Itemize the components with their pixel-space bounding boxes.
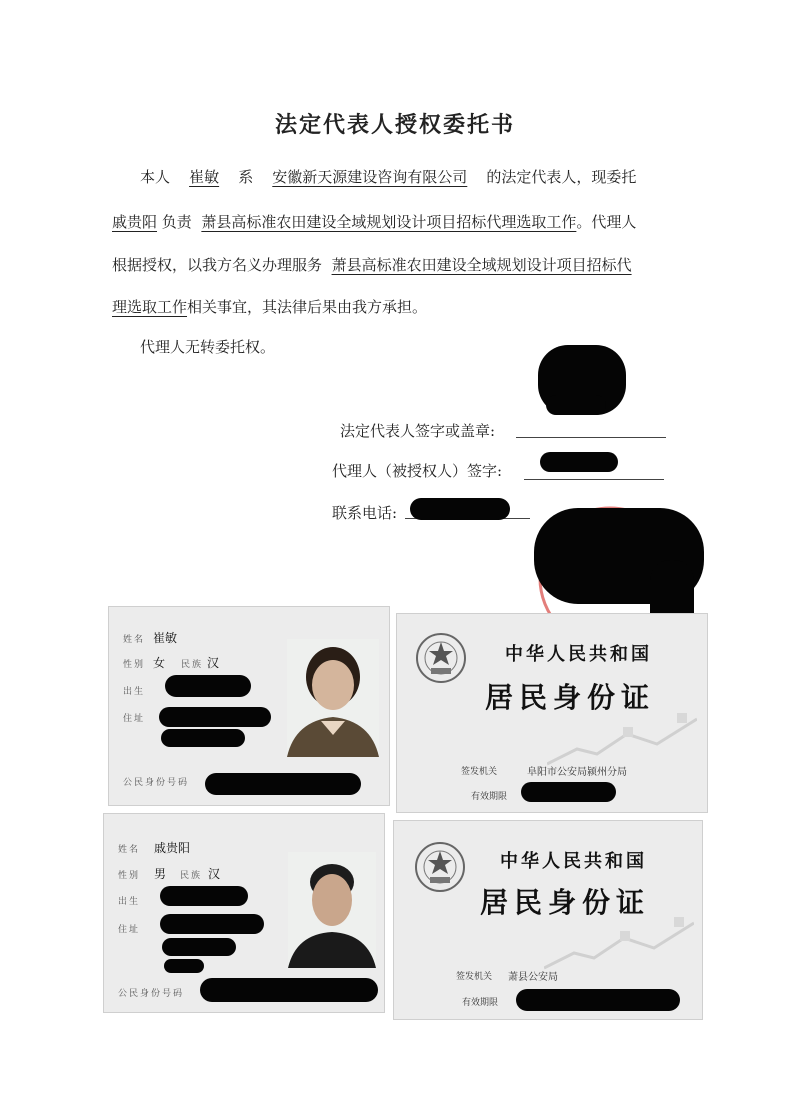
paragraph-line-2 — [112, 205, 636, 239]
redaction-phone — [410, 498, 510, 520]
address-label: 住址 — [118, 925, 141, 935]
id-photo-1 — [287, 639, 379, 757]
redaction-agent-signature — [540, 452, 618, 472]
ethnic-label: 民族 — [180, 871, 203, 881]
id-card-front-2 — [103, 813, 385, 1013]
legal-rep-name: 崔敏 — [189, 168, 220, 186]
redaction-address-1 — [159, 707, 271, 727]
redaction-address-2 — [162, 938, 236, 956]
issuer-label: 签发机关 — [461, 767, 498, 777]
redaction-birth — [160, 886, 248, 906]
id-number-label: 公民身份号码 — [118, 989, 185, 999]
great-wall-watermark — [544, 913, 694, 973]
paragraph-line-4 — [112, 290, 427, 324]
redaction-validity — [516, 989, 680, 1011]
legal-rep-signature-line — [516, 437, 666, 438]
redaction-signature-2 — [546, 395, 606, 415]
company-name: 安徽新天源建设咨询有限公司 — [272, 168, 468, 186]
country-name: 中华人民共和国 — [500, 851, 647, 872]
redaction-address-2 — [161, 729, 245, 747]
ethnic-label: 民族 — [181, 660, 204, 670]
validity-label: 有效期限 — [462, 998, 499, 1008]
task-description-part1: 萧县高标准农田建设全域规划设计项目招标代 — [331, 256, 632, 274]
text-fuze: 负责 — [161, 213, 192, 231]
paragraph-line-1 — [140, 160, 636, 194]
text-line4-end: 相关事宜，其法律后果由我方承担。 — [187, 298, 428, 316]
paragraph-no-subdelegation: 代理人无转委托权。 — [140, 338, 276, 356]
id-card-back-1 — [396, 613, 708, 813]
birth-label: 出生 — [118, 897, 141, 907]
address-label: 住址 — [123, 714, 146, 724]
issuer-value: 萧县公安局 — [508, 972, 558, 983]
agent-name: 戚贵阳 — [112, 213, 158, 231]
issuer-label: 签发机关 — [456, 972, 493, 982]
redaction-validity — [521, 782, 616, 802]
name-label: 姓名 — [118, 845, 141, 855]
id-number-label: 公民身份号码 — [123, 778, 190, 788]
task-description: 萧县高标准农田建设全域规划设计项目招标代理选取工作 — [201, 213, 577, 231]
ethnic-value: 汉 — [207, 656, 220, 670]
legal-rep-signature-label: 法定代表人签字或盖章: — [340, 422, 496, 440]
redaction-address-1 — [160, 914, 264, 934]
redaction-id-number — [205, 773, 361, 795]
card-type-title: 居民身份证 — [485, 681, 656, 714]
gender-value: 女 — [153, 656, 166, 670]
gender-label: 性别 — [123, 660, 146, 670]
text-line1-end: 的法定代表人，现委托 — [486, 168, 637, 186]
issuer-value: 阜阳市公安局颍州分局 — [527, 767, 627, 778]
national-emblem-icon — [415, 632, 467, 684]
paragraph-line-3 — [112, 248, 632, 282]
card-type-title: 居民身份证 — [480, 886, 651, 919]
redaction-birth — [165, 675, 251, 697]
ethnic-value: 汉 — [208, 867, 221, 881]
redaction-id-number — [200, 978, 378, 1002]
id-card-back-2 — [393, 820, 703, 1020]
text-benren: 本人 — [140, 168, 171, 186]
id-card-front-1 — [108, 606, 390, 806]
name-label: 姓名 — [123, 635, 146, 645]
name-value: 戚贵阳 — [154, 841, 191, 855]
country-name: 中华人民共和国 — [505, 644, 652, 665]
birth-label: 出生 — [123, 687, 146, 697]
document-title: 法定代表人授权委托书 — [274, 112, 515, 138]
name-value: 崔敏 — [153, 631, 178, 645]
text-line3-start: 根据授权，以我方名义办理服务 — [112, 256, 323, 274]
national-emblem-icon — [414, 841, 466, 893]
validity-label: 有效期限 — [471, 792, 508, 802]
task-description-part2: 理选取工作 — [112, 298, 188, 316]
phone-label: 联系电话: — [332, 504, 398, 522]
text-line2-end: 。代理人 — [576, 213, 637, 231]
id-photo-2 — [288, 852, 376, 968]
agent-signature-line — [524, 479, 664, 480]
great-wall-watermark — [547, 709, 697, 769]
redaction-address-3 — [164, 959, 204, 973]
gender-label: 性别 — [118, 871, 141, 881]
text-xi: 系 — [238, 168, 254, 186]
gender-value: 男 — [154, 867, 167, 881]
agent-signature-label: 代理人（被授权人）签字: — [332, 462, 503, 480]
